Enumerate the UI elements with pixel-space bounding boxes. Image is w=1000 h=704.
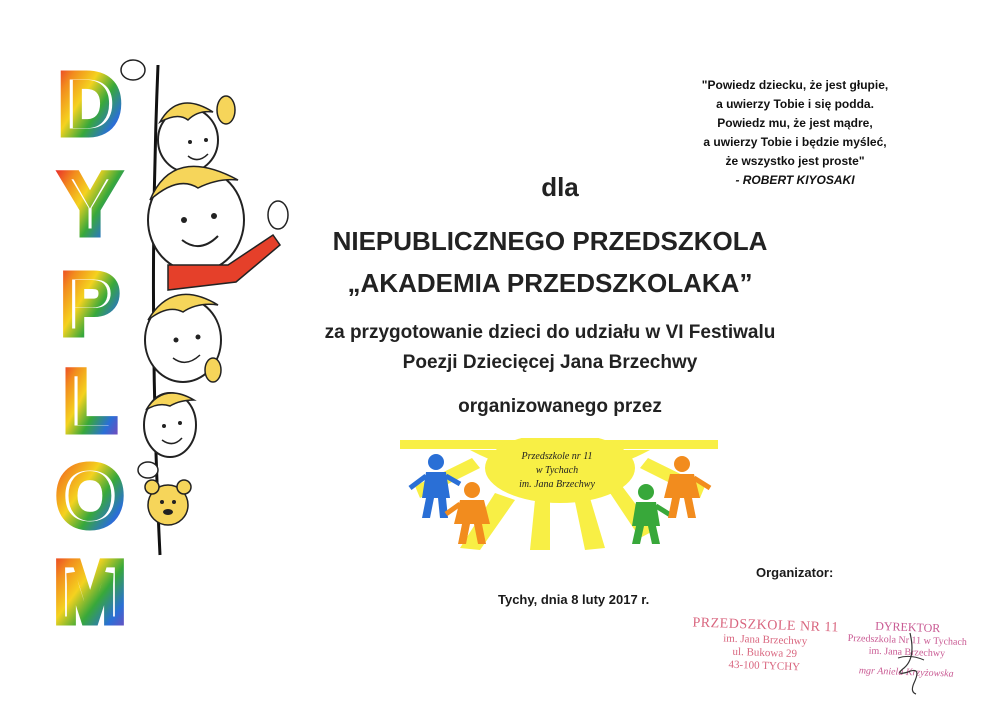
quote-line: Powiedz mu, że jest mądre, (717, 116, 873, 130)
institution-stamp (689, 615, 841, 675)
teddy-bear (145, 480, 191, 525)
figure-orange-left (446, 482, 490, 544)
logo-caption (492, 450, 622, 492)
stamp-line: im. Jana Brzechwy (723, 632, 808, 648)
quote-author: - ROBERT KIYOSAKI (735, 173, 855, 187)
signature (880, 628, 940, 698)
organized-by: organizowanego przez (458, 396, 662, 417)
child-4 (138, 393, 196, 478)
reason-line-1: za przygotowanie dzieci do udziału w VI Festiwalu (324, 322, 776, 343)
recipient-line-1: NIEPUBLICZNEGO PRZEDSZKOLA (332, 226, 768, 256)
logo-line: w Tychach (535, 465, 579, 476)
quote-line: a uwierzy Tobie i będzie myśleć, (703, 135, 887, 149)
logo-line: Przedszkole nr 11 (521, 451, 593, 462)
quote-line: że wszystko jest proste" (725, 154, 865, 168)
child-3 (145, 294, 221, 382)
stamp-line: DYREKTOR (874, 618, 941, 636)
organizer-label: Organizator: (756, 565, 834, 580)
quote-line: a uwierzy Tobie i się podda. (716, 97, 874, 111)
quote-line: "Powiedz dziecku, że jest głupie, (701, 78, 889, 92)
stamp-line: im. Jana Brzechwy (868, 645, 946, 660)
title-letter-o: O (57, 449, 123, 543)
children-illustration (118, 50, 298, 560)
date-line: Tychy, dnia 8 luty 2017 r. (498, 592, 650, 607)
stamp-line: ul. Bukowa 29 (732, 645, 798, 661)
for-label: dla (541, 172, 579, 202)
title-letter-p: P (61, 257, 119, 351)
stamp-line: 43-100 TYCHY (728, 658, 801, 674)
stamp-line: mgr Aniela Krzyżowska (858, 665, 954, 680)
title-letter-d: D (59, 57, 121, 151)
title-letter-m: M (55, 545, 125, 635)
title-letter-y: Y (61, 157, 119, 251)
logo-line: im. Jana Brzechwy (519, 479, 595, 490)
stamp-line: PRZEDSZKOLE NR 11 (692, 615, 840, 636)
stamp-line: Przedszkola Nr 11 w Tychach (847, 632, 968, 649)
recipient-line-2: „AKADEMIA PRZEDSZKOLAKA” (347, 268, 753, 298)
title-letter-l: L (64, 354, 116, 448)
reason-line-2: Poezji Dziecięcej Jana Brzechwy (402, 352, 698, 373)
child-1 (121, 60, 235, 172)
